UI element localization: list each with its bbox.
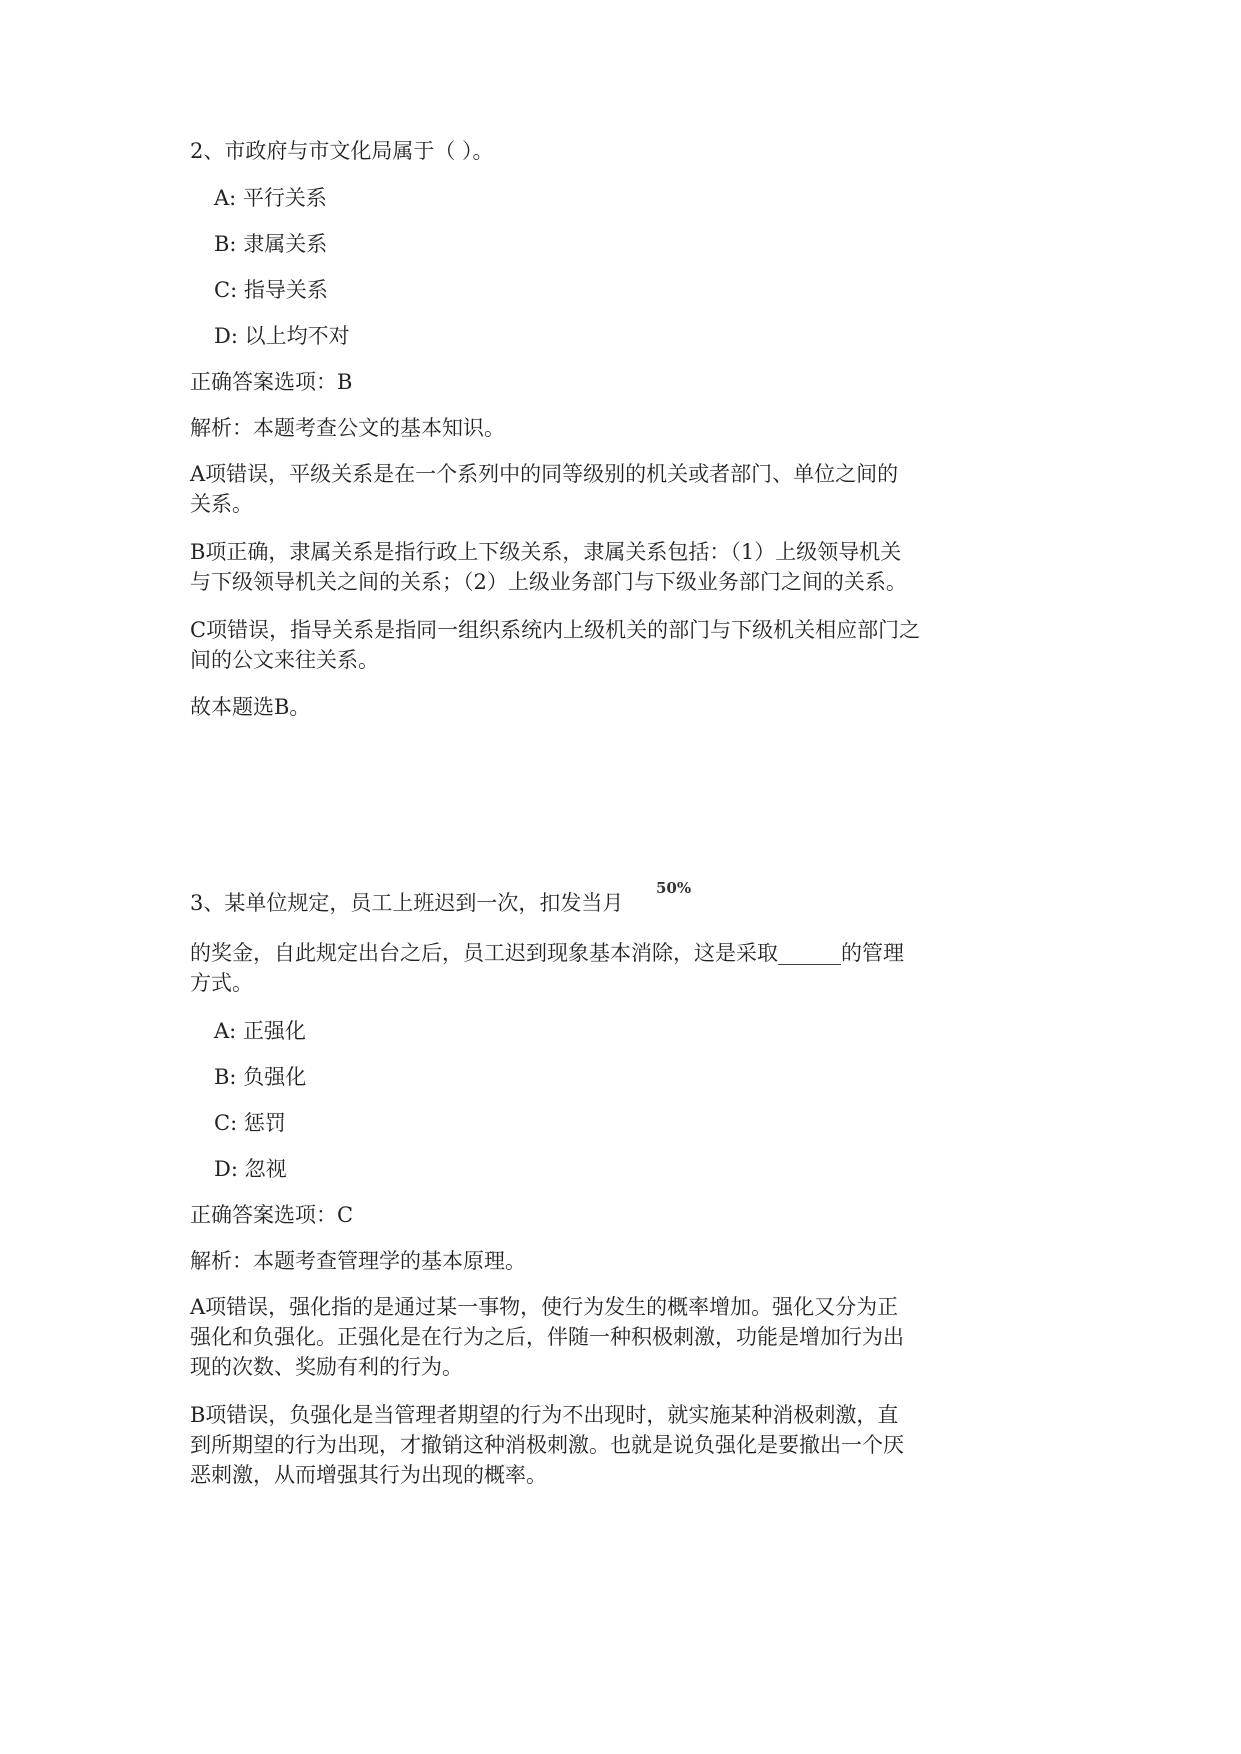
option-label: D:: [214, 324, 238, 348]
explanation-line: 到所期望的行为出现，才撤销这种消极刺激。也就是说负强化是要撤出一个厌: [190, 1433, 904, 1457]
option-label: B:: [214, 232, 237, 256]
option-text: 平行关系: [242, 186, 327, 210]
option-a: [214, 1016, 1094, 1046]
option-text: 负强化: [243, 1065, 307, 1089]
option-label: C:: [214, 278, 238, 302]
question-stem-continued: 的奖金，自此规定出台之后，员工迟到现象基本消除，这是采取______的管理: [190, 941, 904, 965]
explanation-line: B项正确，隶属关系是指行政上下级关系，隶属关系包括：（1）上级领导机关: [190, 540, 902, 564]
option-c: [214, 1108, 1094, 1138]
percentage-superscript: 50%: [656, 879, 692, 897]
option-label: B:: [214, 1065, 237, 1089]
option-b: [214, 1062, 1094, 1092]
explanation-line: A项错误，平级关系是在一个系列中的同等级别的机关或者部门、单位之间的: [190, 462, 899, 486]
explanation-line: 关系。: [190, 492, 253, 516]
option-text: 正强化: [242, 1019, 306, 1043]
explanation-line: 间的公文来往关系。: [190, 648, 379, 672]
option-text: 惩罚: [243, 1111, 286, 1135]
analysis-heading: 解析：本题考查管理学的基本原理。: [190, 1249, 526, 1273]
option-label: A:: [214, 1019, 237, 1043]
correct-answer: 正确答案选项：B: [190, 370, 353, 394]
explanation-line: 强化和负强化。正强化是在行为之后，伴随一种积极刺激，功能是增加行为出: [190, 1325, 904, 1349]
option-text: 以上均不对: [244, 324, 350, 348]
option-c: [214, 275, 1094, 305]
option-d: [214, 321, 1094, 351]
explanation-line: 恶刺激，从而增强其行为出现的概率。: [190, 1463, 547, 1487]
question-stem: 3、某单位规定，员工上班迟到一次，扣发当月: [190, 891, 624, 915]
option-text: 隶属关系: [243, 232, 328, 256]
option-label: A:: [214, 186, 237, 210]
option-label: C:: [214, 1111, 238, 1135]
option-text: 忽视: [244, 1157, 287, 1181]
option-d: [214, 1154, 1094, 1184]
option-b: [214, 229, 1094, 259]
option-a: [214, 183, 1094, 213]
option-text: 指导关系: [243, 278, 328, 302]
question-stem-continued: 方式。: [190, 971, 253, 995]
explanation-line: 与下级领导机关之间的关系；（2）上级业务部门与下级业务部门之间的关系。: [190, 570, 907, 594]
question-stem: 2、市政府与市文化局属于（ ）。: [190, 139, 494, 163]
explanation-line: B项错误，负强化是当管理者期望的行为不出现时，就实施某种消极刺激，直: [190, 1403, 899, 1427]
explanation-line: C项错误，指导关系是指同一组织系统内上级机关的部门与下级机关相应部门之: [190, 618, 921, 642]
analysis-heading: 解析：本题考查公文的基本知识。: [190, 416, 505, 440]
explanation-line: 现的次数、奖励有利的行为。: [190, 1355, 463, 1379]
conclusion-line: 故本题选B。: [190, 695, 311, 719]
option-label: D:: [214, 1157, 238, 1181]
explanation-line: A项错误，强化指的是通过某一事物，使行为发生的概率增加。强化又分为正: [190, 1295, 899, 1319]
correct-answer: 正确答案选项：C: [190, 1203, 354, 1227]
